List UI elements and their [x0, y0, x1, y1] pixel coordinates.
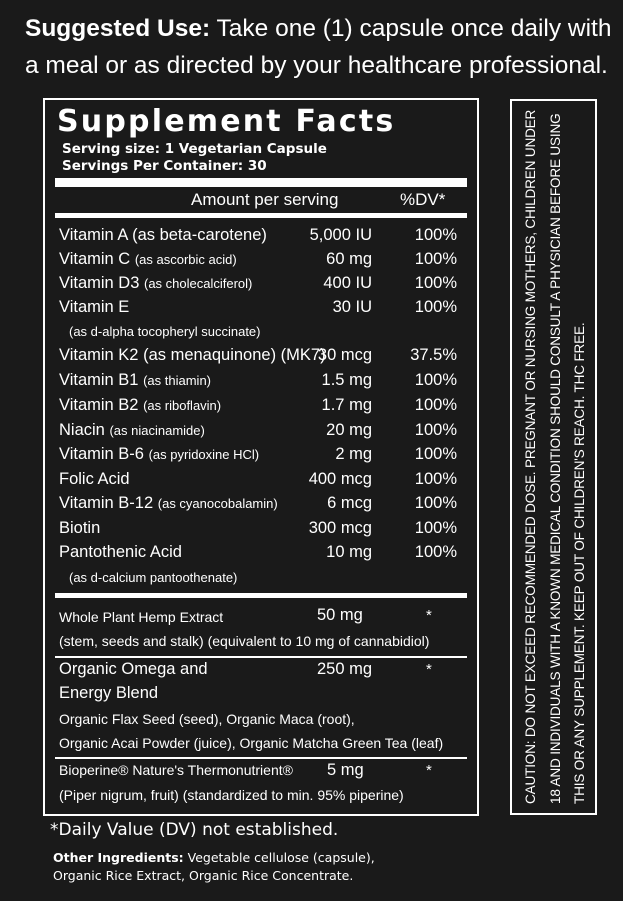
nutrient-row	[59, 274, 467, 298]
nutrient-dv: 100%	[414, 519, 457, 537]
nutrient-source: (as d-alpha tocopheryl succinate)	[69, 324, 261, 339]
daily-value-note: *Daily Value (DV) not established.	[50, 820, 339, 840]
nutrient-amount: 5,000 IU	[309, 226, 372, 244]
nutrient-amount: 300 mcg	[308, 519, 372, 537]
thick-divider	[55, 178, 467, 187]
nutrient-source: (as pyridoxine HCl)	[148, 447, 260, 462]
nutrient-amount: 60 mg	[326, 250, 372, 268]
other-ingredients-label: Other Ingredients:	[53, 850, 184, 865]
nutrient-amount: 400 mcg	[308, 470, 372, 488]
nutrient-source: (as niacinamide)	[109, 423, 205, 438]
nutrient-dv: 100%	[414, 274, 457, 292]
caution-line: 18 AND INDIVIDUALS WITH A KNOWN MEDICAL CONDITION SHOULD CONSULT A PHYSICIAN BEFORE USING	[547, 113, 563, 804]
nutrient-row	[59, 396, 467, 420]
bioperine-name: Bioperine® Nature's Thermonutrient®	[59, 762, 293, 778]
nutrient-dv: 100%	[414, 470, 457, 488]
nutrient-name: Vitamin C (as ascorbic acid)	[59, 250, 237, 268]
nutrient-name: Vitamin B1 (as thiamin)	[59, 371, 212, 389]
nutrient-amount: 2 mg	[335, 445, 372, 463]
nutrient-row	[59, 470, 467, 494]
nutrient-source: (as cyanocobalamin)	[157, 496, 278, 511]
nutrient-name: Biotin	[59, 519, 101, 537]
nutrient-amount: 30 mcg	[317, 346, 372, 364]
omega-blend-detail-line2: Organic Acai Powder (juice), Organic Matcha Green Tea (leaf)	[59, 735, 444, 751]
nutrient-dv: 100%	[414, 445, 457, 463]
nutrient-row	[59, 494, 467, 518]
nutrient-source: (as ascorbic acid)	[134, 252, 237, 267]
nutrient-name: Vitamin B-6 (as pyridoxine HCl)	[59, 445, 260, 463]
other-ingredients-line2: Organic Rice Extract, Organic Rice Concentrate.	[53, 868, 354, 883]
hemp-extract-name: Whole Plant Hemp Extract	[59, 609, 224, 625]
dv-header: %DV*	[400, 190, 446, 209]
amount-header: Amount per serving	[191, 190, 339, 209]
nutrient-dv: 100%	[414, 226, 457, 244]
nutrient-row	[59, 445, 467, 469]
other-ingredients	[53, 849, 375, 885]
caution-line: CAUTION: DO NOT EXCEED RECOMMENDED DOSE. PREGNANT OR NURSING MOTHERS, CHILDREN UNDER	[523, 109, 538, 804]
nutrient-row	[59, 250, 467, 274]
nutrient-dv: 100%	[414, 494, 457, 512]
nutrient-amount: 6 mcg	[327, 494, 372, 512]
nutrient-name: Folic Acid	[59, 470, 130, 488]
hemp-extract-detail: (stem, seeds and stalk) (equivalent to 10 mg of cannabidiol)	[59, 633, 430, 649]
servings-per-container: Servings Per Container: 30	[62, 158, 267, 174]
nutrient-dv: 100%	[414, 371, 457, 389]
nutrient-name: Vitamin A (as beta-carotene)	[59, 226, 267, 244]
nutrient-dv: 100%	[414, 250, 457, 268]
nutrient-name: Niacin (as niacinamide)	[59, 421, 205, 439]
omega-blend-detail: Organic Flax Seed (seed), Organic Maca (root),	[59, 711, 355, 727]
nutrient-amount: 10 mg	[326, 543, 372, 561]
nutrient-source: (as cholecalciferol)	[144, 276, 253, 291]
nutrient-row	[59, 346, 467, 370]
omega-blend-name-line2: Energy Blend	[59, 684, 159, 702]
suggested-use-text: Take one (1) capsule once daily with a meal or as directed by your healthcare professional.	[25, 15, 612, 79]
nutrient-dv: 100%	[414, 298, 457, 316]
nutrient-amount: 1.5 mg	[321, 371, 372, 389]
vitamins-divider	[55, 593, 467, 598]
hemp-extract-dv: *	[426, 607, 432, 624]
bioperine-detail: (Piper nigrum, fruit) (standardized to min. 95% piperine)	[59, 787, 404, 803]
nutrient-amount: 30 IU	[332, 298, 372, 316]
omega-blend-name: Organic Omega and	[59, 660, 208, 678]
caution-line: THIS OR ANY SUPPLEMENT. KEEP OUT OF CHILDREN'S REACH. THC FREE.	[572, 322, 587, 804]
serving-size: Serving size: 1 Vegetarian Capsule	[62, 141, 327, 157]
hemp-extract-amount: 50 mg	[317, 606, 363, 624]
nutrient-amount: 1.7 mg	[321, 396, 372, 414]
hemp-divider	[55, 656, 467, 658]
nutrient-name: Vitamin B-12 (as cyanocobalamin)	[59, 494, 278, 512]
omega-blend-dv: *	[426, 661, 432, 678]
nutrient-row	[59, 543, 467, 567]
nutrient-dv: 37.5%	[410, 346, 457, 364]
suggested-use	[25, 10, 615, 84]
nutrient-row	[59, 226, 467, 250]
nutrient-source: (as riboflavin)	[143, 398, 222, 413]
supplement-facts-title: Supplement Facts	[57, 104, 396, 139]
nutrient-row	[59, 371, 467, 395]
omega-divider	[55, 757, 467, 759]
bioperine-amount: 5 mg	[327, 761, 364, 779]
nutrient-dv: 100%	[414, 543, 457, 561]
other-ingredients-line1: Vegetable cellulose (capsule),	[187, 850, 375, 865]
nutrient-name: Vitamin E	[59, 298, 130, 316]
suggested-use-label: Suggested Use:	[25, 15, 211, 42]
nutrient-name: Vitamin K2 (as menaquinone) (MK7)	[59, 346, 326, 364]
nutrient-name: Pantothenic Acid	[59, 543, 182, 561]
nutrient-row	[59, 519, 467, 543]
nutrient-name: Vitamin B2 (as riboflavin)	[59, 396, 222, 414]
nutrient-amount: 20 mg	[326, 421, 372, 439]
bioperine-dv: *	[426, 762, 432, 779]
nutrient-source: (as d-calcium pantoothenate)	[69, 570, 238, 585]
nutrient-row	[59, 298, 467, 322]
supplement-facts-panel	[43, 98, 479, 816]
nutrient-name: Vitamin D3 (as cholecalciferol)	[59, 274, 253, 292]
nutrient-dv: 100%	[414, 396, 457, 414]
nutrient-source: (as thiamin)	[143, 373, 212, 388]
caution-box	[510, 99, 597, 815]
omega-blend-amount: 250 mg	[317, 660, 373, 678]
nutrient-amount: 400 IU	[323, 274, 372, 292]
nutrient-row	[59, 421, 467, 445]
header-divider	[55, 213, 467, 218]
nutrient-dv: 100%	[414, 421, 457, 439]
caution-text	[519, 103, 594, 804]
